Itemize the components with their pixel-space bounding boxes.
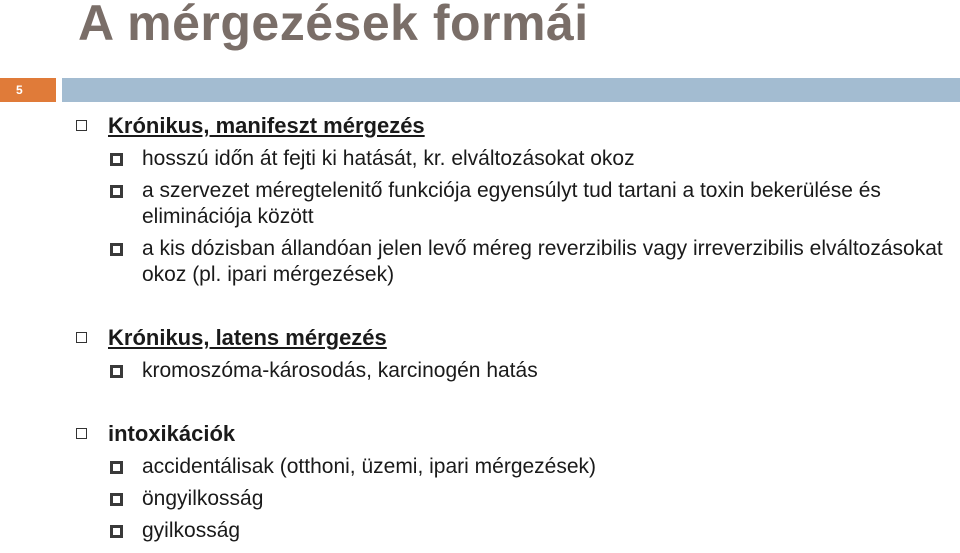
box-bullet-icon (76, 120, 87, 131)
slide-content (76, 112, 946, 544)
list-item-text: a szervezet méregtelenitő funkciója egyensúlyt tud tartani a toxin bekerülése és eliminációja között (142, 179, 881, 228)
square-bullet-icon (110, 365, 123, 378)
list-item (76, 146, 946, 172)
list-item-text: accidentálisak (otthoni, üzemi, ipari mérgezések) (142, 455, 597, 478)
slide-number: 5 (0, 78, 56, 102)
list-item-text: gyilkosság (142, 519, 241, 542)
list-item-text: öngyilkosság (142, 487, 264, 510)
slide-title: A mérgezések formái (78, 0, 589, 51)
header-band (62, 78, 960, 102)
list-item (76, 518, 946, 544)
section-heading (76, 420, 946, 448)
list-item (76, 178, 946, 230)
section-heading-text: Krónikus, latens mérgezés (108, 325, 387, 350)
square-bullet-icon (110, 525, 123, 538)
list-item-text: hosszú időn át fejti ki hatását, kr. elváltozásokat okoz (142, 147, 635, 170)
list-item (76, 454, 946, 480)
box-bullet-icon (76, 332, 87, 343)
list-item-text: kromoszóma-károsodás, karcinogén hatás (142, 359, 538, 382)
list-item-text: a kis dózisban állandóan jelen levő méreg reverzibilis vagy irreverzibilis elváltozásokat okoz (pl. ipari mérgezések) (142, 237, 943, 286)
section-heading-text: Krónikus, manifeszt mérgezés (108, 113, 425, 138)
section-heading-text: intoxikációk (108, 421, 236, 446)
list-item (76, 236, 946, 288)
square-bullet-icon (110, 153, 123, 166)
list-item (76, 358, 946, 384)
square-bullet-icon (110, 493, 123, 506)
section-heading (76, 324, 946, 352)
square-bullet-icon (110, 461, 123, 474)
section-heading (76, 112, 946, 140)
box-bullet-icon (76, 428, 87, 439)
square-bullet-icon (110, 185, 123, 198)
list-item (76, 486, 946, 512)
square-bullet-icon (110, 243, 123, 256)
